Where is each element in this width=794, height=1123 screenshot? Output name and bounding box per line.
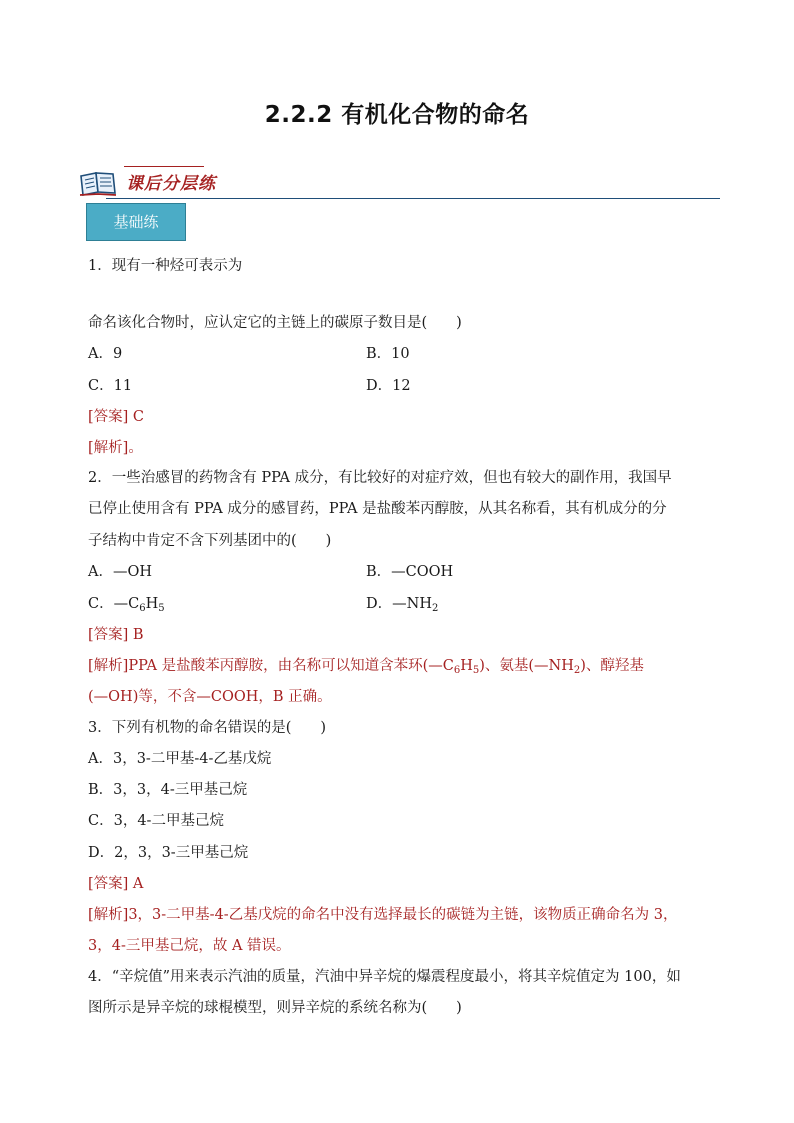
page-title: 2.2.2 有机化合物的命名 <box>264 102 530 128</box>
q1-option-a: A．9 <box>88 346 123 362</box>
q1-option-b: B．10 <box>366 346 410 362</box>
level-badge: 基础练 <box>86 203 186 241</box>
q1-option-c: C．11 <box>88 378 133 394</box>
q1-stem: 1．现有一种烃可表示为 <box>88 258 243 274</box>
q3-option-d: D．2，3，3-三甲基己烷 <box>88 845 249 861</box>
section-rule <box>106 198 720 199</box>
section-overline <box>124 166 204 167</box>
q1-option-d: D．12 <box>366 378 411 394</box>
q2-option-c: C．$—C_6H_5$ <box>88 596 165 614</box>
q3-option-b: B．3，3，4-三甲基己烷 <box>88 782 248 798</box>
q3-analysis-2: 3，4-三甲基己烷，故 A 错误。 <box>88 938 291 954</box>
q2-answer: [答案] B <box>88 627 144 643</box>
q2-option-b: B．—COOH <box>366 564 454 580</box>
q2-analysis-1: [解析]PPA 是盐酸苯丙醇胺，由名称可以知道含苯环$(—C_6H_5)$、氨基$(—NH_2)$、醇羟基 <box>88 658 644 676</box>
section-label: 课后分层练 <box>126 174 216 194</box>
q2-analysis-2: (—OH)等，不含—COOH，B 正确。 <box>88 689 332 705</box>
q4-line-1: 4．“辛烷值”用来表示汽油的质量，汽油中异辛烷的爆震程度最小，将其辛烷值定为 100，如 <box>88 969 681 985</box>
section-header <box>78 164 720 200</box>
q1-analysis: [解析]。 <box>88 440 143 456</box>
book-icon <box>78 168 118 198</box>
q2-line-2: 已停止使用含有 PPA 成分的感冒药，PPA 是盐酸苯丙醇胺，从其名称看，其有机成分的分 <box>88 501 667 517</box>
q3-option-c: C．3，4-二甲基己烷 <box>88 813 224 829</box>
q1-ask: 命名该化合物时，应认定它的主链上的碳原子数目是( ) <box>88 315 462 331</box>
q2-line-3: 子结构中肯定不含下列基团中的( ) <box>88 533 332 549</box>
q3-analysis-1: [解析]3，3-二甲基-4-乙基戊烷的命名中没有选择最长的碳链为主链，该物质正确命名为 3， <box>88 907 678 923</box>
q3-answer: [答案] A <box>88 876 144 892</box>
q2-option-a: A．—OH <box>88 564 153 580</box>
q3-stem: 3．下列有机物的命名错误的是( ) <box>88 720 327 736</box>
q3-option-a: A．3，3-二甲基-4-乙基戊烷 <box>88 751 272 767</box>
q2-option-d: D．$—NH_2$ <box>366 596 439 614</box>
q2-line-1: 2．一些治感冒的药物含有 PPA 成分，有比较好的对症疗效，但也有较大的副作用，我国早 <box>88 470 672 486</box>
q4-line-2: 图所示是异辛烷的球棍模型，则异辛烷的系统名称为( ) <box>88 1000 462 1016</box>
q1-answer: [答案] C <box>88 409 145 425</box>
